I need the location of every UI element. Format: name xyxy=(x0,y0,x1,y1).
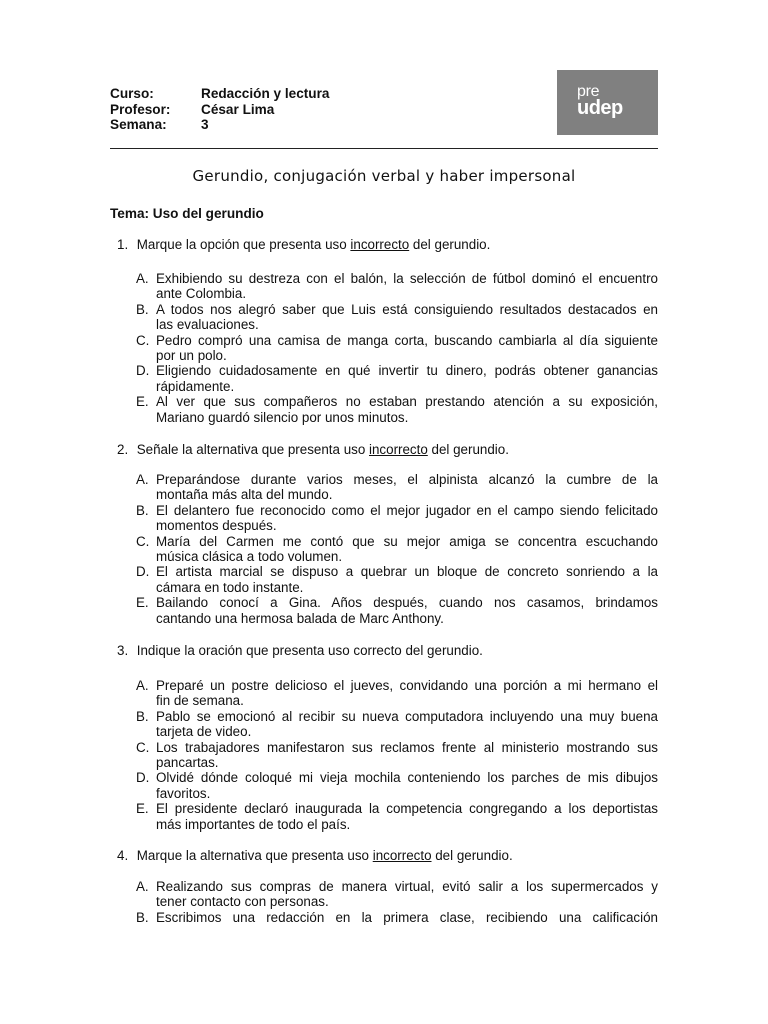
course-label: Curso: xyxy=(110,86,154,101)
logo-udep-text: udep xyxy=(577,97,623,119)
question-text-end: del gerundio. xyxy=(431,848,513,863)
option-c xyxy=(136,740,658,771)
option-text-line1: El artista marcial se dispuso a quebrar un bloque de concreto sonriendo a la xyxy=(156,564,658,580)
option-letter: D. xyxy=(136,564,150,580)
question-2-options xyxy=(136,472,658,626)
question-text-end: del gerundio. xyxy=(409,237,491,252)
option-text-line2: música clásica a todo volumen. xyxy=(156,549,343,565)
option-text-line2: más importantes de todo el país. xyxy=(156,816,351,832)
week-row xyxy=(110,117,329,133)
option-text-line2: montaña más alta del mundo. xyxy=(156,487,333,503)
topic-heading: Tema: Uso del gerundio xyxy=(110,206,264,221)
question-text-end: del gerundio. xyxy=(427,442,509,457)
option-e xyxy=(136,595,658,626)
option-a xyxy=(136,472,658,503)
course-value: Redacción y lectura xyxy=(201,86,330,101)
option-letter: C. xyxy=(136,739,150,755)
option-b xyxy=(136,709,658,740)
option-text-line1: Exhibiendo su destreza con el balón, la selección de fútbol dominó el encuentro xyxy=(156,271,658,286)
option-letter: A. xyxy=(136,472,149,487)
question-3-options xyxy=(136,678,658,832)
question-text: Señale la alternativa que presenta uso xyxy=(136,442,369,457)
question-text: Marque la opción que presenta uso xyxy=(136,237,351,252)
option-text-line1: Pablo se emocionó al recibir su nueva computadora incluyendo una muy buena xyxy=(156,708,658,724)
option-letter: A. xyxy=(136,678,149,693)
question-4 xyxy=(117,848,513,863)
option-letter: A. xyxy=(136,271,149,286)
option-letter: E. xyxy=(136,801,149,817)
document-title: Gerundio, conjugación verbal y haber impersonal xyxy=(192,167,576,185)
question-4-options xyxy=(136,879,658,925)
option-text-line2: tener contacto con personas. xyxy=(156,894,329,910)
option-text-line2: fin de semana. xyxy=(156,693,244,709)
option-b xyxy=(136,302,658,333)
question-number: 1. xyxy=(117,237,129,252)
option-c xyxy=(136,534,658,565)
question-text: Indique la oración que presenta uso correcto del gerundio. xyxy=(136,643,483,658)
week-label: Semana: xyxy=(110,117,167,133)
option-text-line2: tarjeta de video. xyxy=(156,724,252,740)
question-emphasis: incorrecto xyxy=(350,237,410,252)
option-text-line1: Bailando conocí a Gina. Años después, cuando nos casamos, brindamos xyxy=(156,595,658,611)
option-e xyxy=(136,394,658,425)
professor-label: Profesor: xyxy=(110,101,171,117)
question-2 xyxy=(117,442,509,457)
option-letter: E. xyxy=(136,595,149,611)
question-text: Marque la alternativa que presenta uso xyxy=(136,848,373,863)
option-text-line1: El delantero fue reconocido como el mejor jugador en el campo siendo felicitado xyxy=(156,502,658,518)
option-a xyxy=(136,879,658,910)
option-a xyxy=(136,678,658,709)
option-letter: C. xyxy=(136,533,150,549)
option-e xyxy=(136,801,658,832)
option-d xyxy=(136,564,658,595)
option-b xyxy=(136,503,658,534)
question-emphasis: incorrecto xyxy=(369,442,428,457)
option-text-line1: El presidente declaró inaugurada la competencia congregando a los deportistas xyxy=(156,801,658,817)
option-text-line2: Mariano guardó silencio por unos minutos. xyxy=(156,409,409,425)
option-text-line1: Eligiendo cuidadosamente en qué invertir tu dinero, podrás obtener ganancias xyxy=(156,363,658,379)
question-3 xyxy=(117,643,483,658)
option-text-line2: ante Colombia. xyxy=(156,286,247,302)
option-text-line1: Pedro compró una camisa de manga corta, buscando cambiarla al día siguiente xyxy=(156,332,658,348)
logo-pre-text: pre xyxy=(577,83,600,100)
option-text-line1: Realizando sus compras de manera virtual, evitó salir a los supermercados y xyxy=(156,879,658,894)
option-c xyxy=(136,333,658,364)
option-letter: B. xyxy=(136,708,149,724)
question-1 xyxy=(117,237,490,252)
week-value: 3 xyxy=(201,117,209,133)
professor-value: César Lima xyxy=(201,101,275,117)
option-text-line2: pancartas. xyxy=(156,755,219,771)
option-letter: D. xyxy=(136,363,150,379)
option-letter: D. xyxy=(136,770,150,786)
option-letter: B. xyxy=(136,909,149,925)
option-text-line1: A todos nos alegró saber que Luis está consiguiendo resultados destacados en xyxy=(156,301,658,317)
course-header xyxy=(110,86,329,133)
question-number: 2. xyxy=(117,442,129,457)
option-letter: B. xyxy=(136,502,149,518)
option-letter: B. xyxy=(136,301,149,317)
option-text-line2: por un polo. xyxy=(156,348,227,364)
option-text-line2: favoritos. xyxy=(156,785,211,801)
option-text-line1: Preparándose durante varios meses, el alpinista alcanzó la cumbre de la xyxy=(156,472,658,487)
option-text-line1: Al ver que sus compañeros no estaban prestando atención a su exposición, xyxy=(156,394,658,410)
pre-udep-logo xyxy=(557,70,658,135)
option-text-line2: rápidamente. xyxy=(156,378,235,394)
course-row xyxy=(110,86,329,102)
option-text-line1: Olvidé dónde coloqué mi vieja mochila conteniendo los parches de mis dibujos xyxy=(156,770,658,786)
option-text-line2: cámara en todo instante. xyxy=(156,579,304,595)
question-1-options xyxy=(136,271,658,425)
option-text-line2: las evaluaciones. xyxy=(156,317,259,333)
option-text-line1: Escribimos una redacción en la primera clase, recibiendo una calificación xyxy=(156,909,658,925)
option-text-line1: María del Carmen me contó que su mejor amiga se concentra escuchando xyxy=(156,533,658,549)
option-text-line1: Preparé un postre delicioso el jueves, convidando una porción a mi hermano el xyxy=(156,678,658,693)
option-b xyxy=(136,910,658,925)
option-text-line1: Los trabajadores manifestaron sus reclamos frente al ministerio mostrando sus xyxy=(156,739,658,755)
option-d xyxy=(136,770,658,801)
question-number: 4. xyxy=(117,848,129,863)
question-number: 3. xyxy=(117,643,129,658)
option-letter: E. xyxy=(136,394,149,410)
header-divider xyxy=(110,148,658,149)
option-letter: A. xyxy=(136,879,149,894)
option-a xyxy=(136,271,658,302)
option-d xyxy=(136,363,658,394)
question-emphasis: incorrecto xyxy=(372,848,432,863)
option-text-line2: cantando una hermosa balada de Marc Anthony. xyxy=(156,610,444,626)
option-text-line2: momentos después. xyxy=(156,518,277,534)
professor-row xyxy=(110,102,329,118)
option-letter: C. xyxy=(136,332,150,348)
